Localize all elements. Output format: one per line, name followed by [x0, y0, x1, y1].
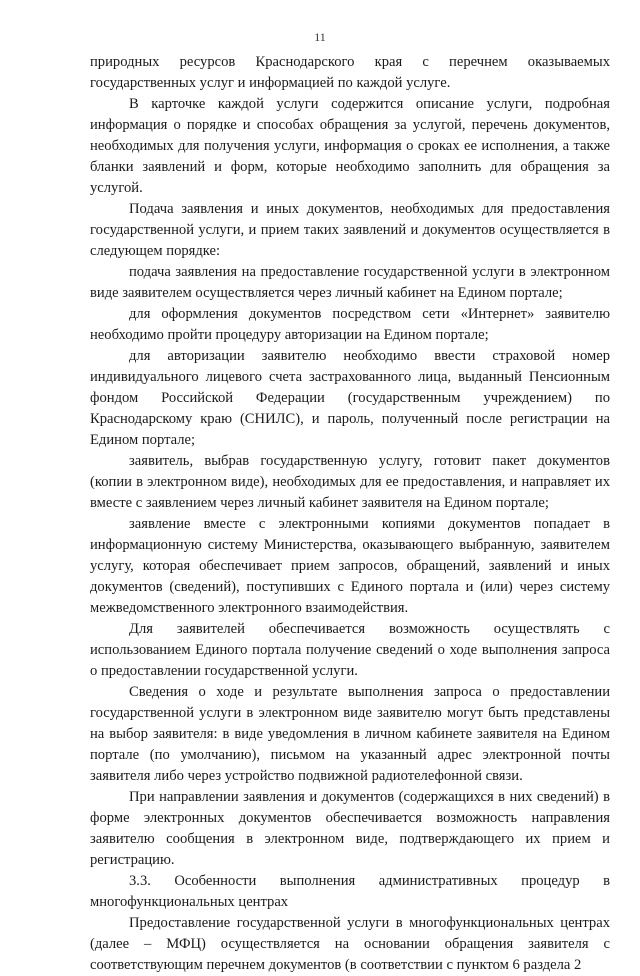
paragraph-7: заявитель, выбрав государственную услугу, готовит пакет документов (копии в электронном виде), необходимых для ее предоставления, и направляет их вместе с заявлением через личный кабинет заявителя на Едином портале; — [90, 453, 610, 511]
paragraph-5: для оформления документов посредством сети «Интернет» заявителю необходимо пройти процедуру авторизации на Едином портале; — [90, 306, 610, 343]
paragraph-9: Для заявителей обеспечивается возможность осуществлять с использованием Единого портала получение сведений о ходе выполнения запроса о предоставлении государственной услуги. — [90, 621, 610, 679]
paragraph-8: заявление вместе с электронными копиями документов попадает в информационную систему Министерства, оказывающего выбранную, заявителем услугу, которая обеспечивает прием запросов, обращений, заявлений и иных документов (сведений), поступивших с Единого портала и (или) через систему межведомственного электронного взаимодействия. — [90, 516, 610, 616]
paragraph-10: Сведения о ходе и результате выполнения запроса о предоставлении государственной услуги в электронном виде заявителю могут быть представлены на выбор заявителя: в виде уведомления в личном кабинете заявителя на Едином портале (по умолчанию), письмом на указанный адрес электронной почты заявителя либо через устройство подвижной радиотелефонной связи. — [90, 684, 610, 784]
paragraph-4: подача заявления на предоставление государственной услуги в электронном виде заявителем осуществляется через личный кабинет на Едином портале; — [90, 264, 610, 301]
paragraph-2: В карточке каждой услуги содержится описание услуги, подробная информация о порядке и способах обращения за услугой, перечень документов, необходимых для получения услуги, информация о сроках ее исполнения, а также бланки заявлений и форм, которые необходимо заполнить для обращения за услугой. — [90, 96, 610, 196]
paragraph-6: для авторизации заявителю необходимо ввести страховой номер индивидуального лицевого счета застрахованного лица, выданный Пенсионным фондом Российской Федерации (государственным учреждением) по Краснодарскому краю (СНИЛС), и пароль, полученный после регистрации на Едином портале; — [90, 348, 610, 448]
paragraph-11: При направлении заявления и документов (содержащихся в них сведений) в форме электронных документов обеспечивается возможность направления заявителю сообщения в электронном виде, подтверждающего их прием и регистрацию. — [90, 789, 610, 868]
paragraph-3: Подача заявления и иных документов, необходимых для предоставления государственной услуги, и прием таких заявлений и документов осуществляется в следующем порядке: — [90, 201, 610, 259]
document-body — [90, 52, 610, 976]
page-number: 11 — [314, 30, 326, 44]
paragraph-1: природных ресурсов Краснодарского края с перечнем оказываемых государственных услуг и информацией по каждой услуге. — [90, 54, 610, 91]
paragraph-13: Предоставление государственной услуги в многофункциональных центрах (далее – МФЦ) осуществляется на основании обращения заявителя с соответствующим перечнем документов (в соответствии с пунктом 6 раздела 2 — [90, 915, 610, 973]
section-heading-3-3: 3.3. Особенности выполнения административных процедур в многофункциональных центрах — [90, 873, 610, 910]
